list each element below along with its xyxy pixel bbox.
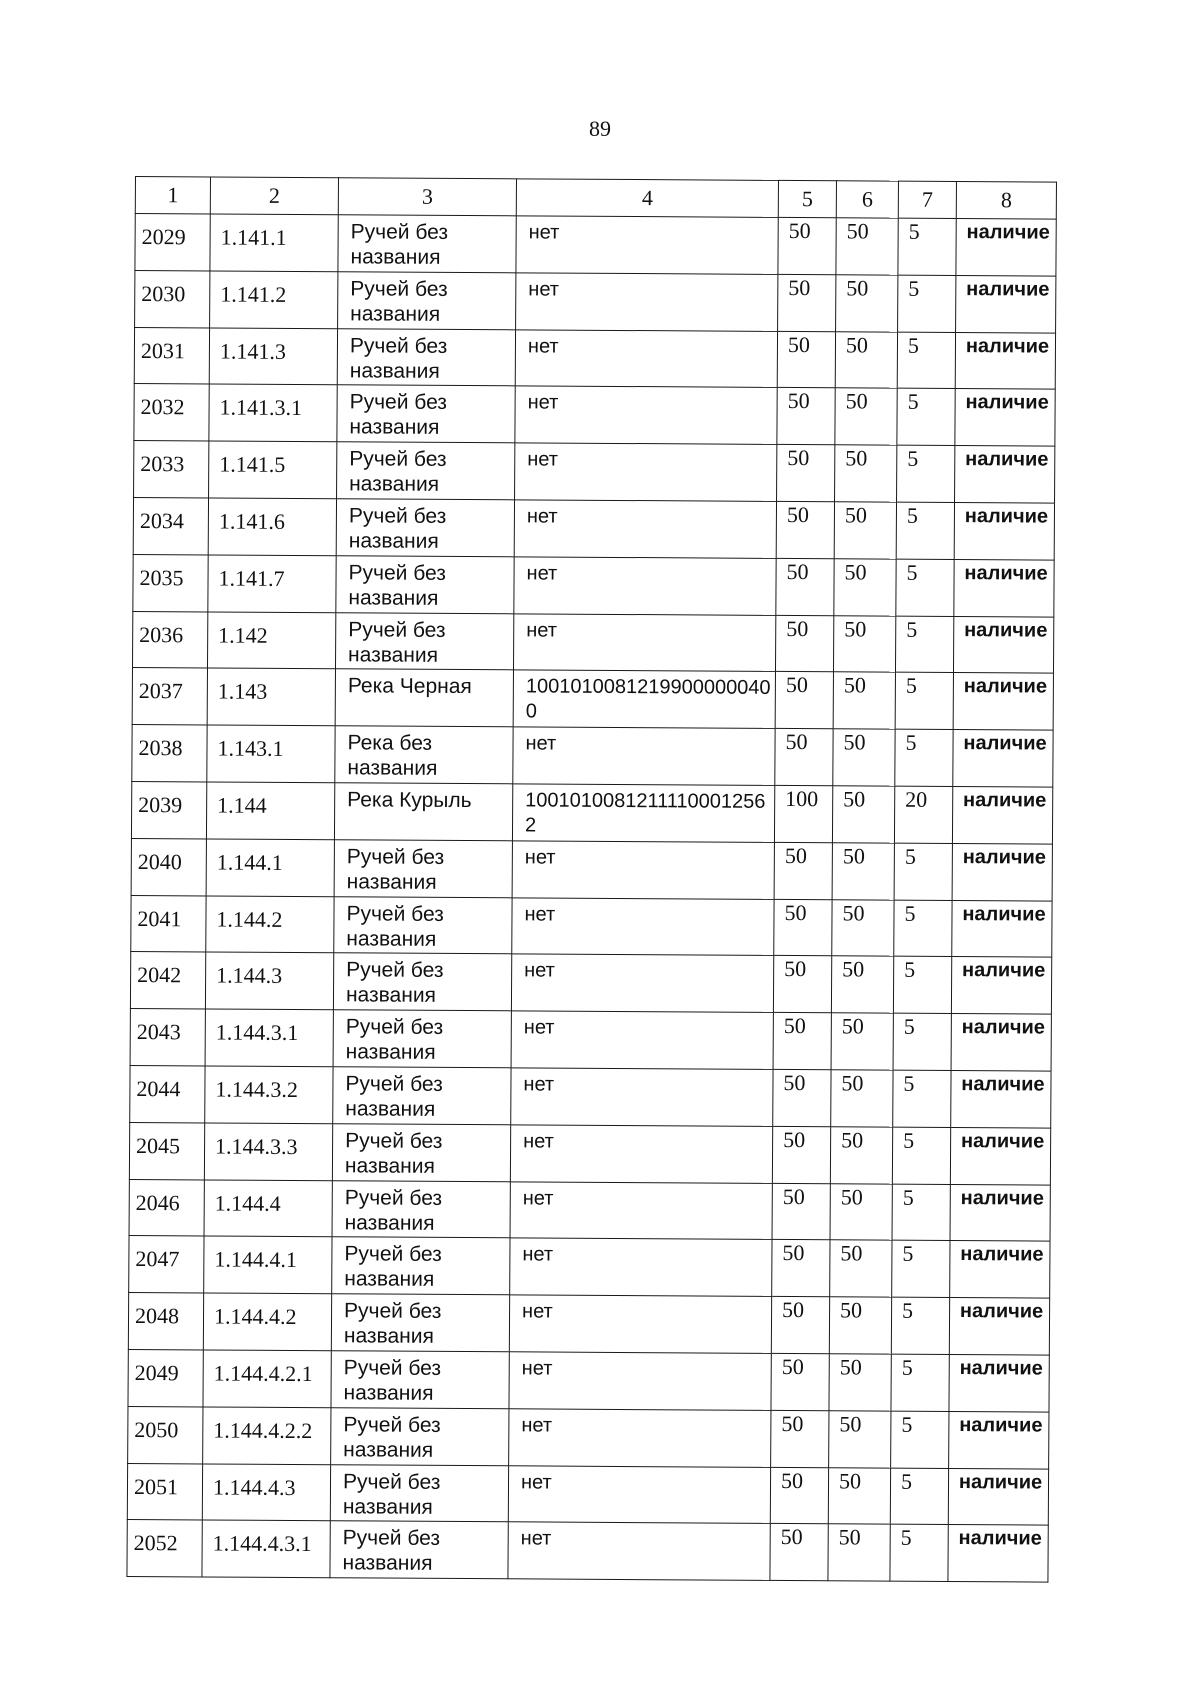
table-row (127, 1463, 1048, 1525)
code-cell: 1.144.4 (204, 1179, 332, 1237)
status-cell: наличие (949, 1298, 1049, 1355)
col6-cell: 50 (830, 1183, 892, 1240)
col6-cell: 50 (836, 275, 898, 332)
column-header: 6 (836, 181, 898, 218)
col5-cell: 50 (775, 729, 833, 786)
status-cell: наличие (950, 1241, 1050, 1298)
name-cell: Ручей без названия (336, 556, 514, 614)
table-header-row (135, 177, 1056, 220)
column-header: 8 (956, 182, 1056, 220)
name-cell: Ручей без названия (334, 839, 512, 897)
col6-cell: 50 (828, 1467, 890, 1524)
registry-code-cell: нет (513, 613, 775, 671)
table-row (127, 1520, 1048, 1582)
row-number-cell: 2046 (129, 1179, 204, 1236)
col5-cell: 50 (775, 672, 833, 729)
row-number-cell: 2044 (130, 1065, 205, 1122)
col7-cell: 5 (891, 1354, 949, 1411)
row-number-cell: 2030 (135, 270, 210, 327)
code-cell: 1.144.3.2 (205, 1066, 333, 1124)
row-number-cell: 2049 (128, 1349, 203, 1406)
col6-cell: 50 (829, 1297, 891, 1354)
col5-cell: 50 (771, 1410, 829, 1467)
col5-cell: 50 (775, 615, 833, 672)
code-cell: 1.144.4.2.1 (203, 1350, 331, 1408)
status-cell: наличие (955, 389, 1055, 446)
name-cell: Ручей без названия (334, 896, 512, 954)
name-cell: Ручей без названия (330, 1521, 508, 1579)
status-cell: наличие (949, 1354, 1049, 1411)
col6-cell: 50 (833, 729, 895, 786)
code-cell: 1.144.3.1 (205, 1009, 333, 1067)
code-cell: 1.141.3.1 (209, 384, 337, 442)
col6-cell: 50 (828, 1524, 890, 1581)
table-row (132, 668, 1053, 730)
col7-cell: 5 (898, 275, 956, 332)
page-number: 89 (589, 116, 611, 141)
status-cell: наличие (951, 1014, 1051, 1071)
status-cell: наличие (952, 786, 1052, 843)
row-number-cell: 2035 (133, 554, 208, 611)
col6-cell: 50 (835, 388, 897, 445)
status-cell: наличие (955, 446, 1055, 503)
registry-code-cell: нет (514, 500, 776, 558)
name-cell: Ручей без названия (330, 1464, 508, 1522)
column-header: 3 (338, 178, 516, 216)
name-cell: Ручей без названия (333, 1067, 511, 1125)
col5-cell: 50 (778, 274, 836, 331)
name-cell: Ручей без названия (333, 1010, 511, 1068)
col7-cell: 5 (893, 957, 951, 1014)
col7-cell: 5 (891, 1297, 949, 1354)
col7-cell: 5 (894, 843, 952, 900)
row-number-cell: 2038 (132, 725, 207, 782)
col6-cell: 50 (831, 1013, 893, 1070)
row-number-cell: 2034 (133, 497, 208, 554)
row-number-cell: 2050 (128, 1406, 203, 1463)
name-cell: Ручей без названия (337, 385, 515, 443)
col7-cell: 5 (897, 445, 955, 502)
row-number-cell: 2042 (130, 952, 205, 1009)
table-row (131, 781, 1052, 843)
table-row (135, 270, 1056, 332)
code-cell: 1.144 (206, 782, 334, 840)
table-row (132, 725, 1053, 787)
registry-code-cell: нет (508, 1465, 770, 1523)
col6-cell: 50 (835, 445, 897, 502)
col6-cell: 50 (835, 331, 897, 388)
name-cell: Ручей без названия (338, 272, 516, 330)
registry-code-cell: 10010100812111100012562 (512, 784, 774, 842)
status-cell: наличие (956, 219, 1056, 276)
name-cell: Ручей без названия (336, 499, 514, 557)
name-cell: Ручей без названия (332, 1237, 510, 1295)
col7-cell: 5 (892, 1184, 950, 1241)
code-cell: 1.144.3 (205, 952, 333, 1010)
registry-code-cell: нет (516, 216, 778, 274)
col6-cell: 50 (834, 502, 896, 559)
code-cell: 1.143 (207, 668, 335, 726)
col7-cell: 5 (895, 616, 953, 673)
name-cell: Ручей без названия (335, 612, 513, 670)
col5-cell: 100 (774, 785, 832, 842)
column-header: 2 (210, 177, 338, 215)
code-cell: 1.141.1 (210, 214, 338, 272)
row-number-cell: 2039 (131, 781, 206, 838)
code-cell: 1.142 (207, 612, 335, 670)
col5-cell: 50 (778, 217, 836, 274)
col6-cell: 50 (830, 1240, 892, 1297)
col7-cell: 20 (894, 786, 952, 843)
col5-cell: 50 (773, 1013, 831, 1070)
row-number-cell: 2051 (127, 1463, 202, 1520)
registry-code-cell: нет (510, 1238, 772, 1296)
col6-cell: 50 (836, 218, 898, 275)
name-cell: Ручей без названия (331, 1351, 509, 1409)
status-cell: наличие (948, 1468, 1048, 1525)
table-row (129, 1236, 1050, 1298)
name-cell: Река Курыль (334, 783, 512, 841)
column-header: 1 (135, 177, 210, 214)
col5-cell: 50 (776, 558, 834, 615)
table-row (131, 838, 1052, 900)
table-row (133, 554, 1054, 616)
col7-cell: 5 (897, 332, 955, 389)
col7-cell: 5 (896, 502, 954, 559)
registry-code-cell: нет (514, 557, 776, 615)
row-number-cell: 2037 (132, 668, 207, 725)
column-header: 5 (778, 180, 836, 217)
col7-cell: 5 (896, 559, 954, 616)
status-cell: наличие (951, 957, 1051, 1014)
code-cell: 1.141.6 (208, 498, 336, 556)
col7-cell: 5 (897, 389, 955, 446)
registry-code-cell: нет (508, 1522, 770, 1580)
status-cell: наличие (954, 502, 1054, 559)
status-cell: наличие (955, 332, 1055, 389)
registry-code-cell: нет (515, 386, 777, 444)
registry-code-cell: нет (509, 1295, 771, 1353)
water-objects-table (126, 176, 1057, 1583)
code-cell: 1.143.1 (207, 725, 335, 783)
col7-cell: 5 (890, 1524, 948, 1581)
registry-code-cell: нет (509, 1409, 771, 1467)
col5-cell: 50 (771, 1297, 829, 1354)
status-cell: наличие (952, 843, 1052, 900)
col5-cell: 50 (777, 388, 835, 445)
row-number-cell: 2029 (135, 214, 210, 271)
col7-cell: 5 (892, 1127, 950, 1184)
name-cell: Ручей без названия (337, 328, 515, 386)
table-row (135, 214, 1056, 276)
registry-code-cell: нет (511, 1011, 773, 1069)
name-cell: Ручей без названия (338, 215, 516, 273)
code-cell: 1.141.2 (210, 271, 338, 329)
name-cell: Река без названия (335, 726, 513, 784)
col5-cell: 50 (777, 445, 835, 502)
col5-cell: 50 (774, 842, 832, 899)
row-number-cell: 2052 (127, 1520, 202, 1577)
table-row (128, 1349, 1049, 1411)
table-row (128, 1406, 1049, 1468)
code-cell: 1.144.4.3 (202, 1463, 330, 1521)
table-row (131, 895, 1052, 957)
table-row (130, 1065, 1051, 1127)
status-cell: наличие (951, 1070, 1051, 1127)
col6-cell: 50 (829, 1410, 891, 1467)
col6-cell: 50 (834, 559, 896, 616)
table-row (129, 1179, 1050, 1241)
table-row (134, 441, 1055, 503)
col7-cell: 5 (893, 1013, 951, 1070)
col5-cell: 50 (774, 899, 832, 956)
col5-cell: 50 (773, 1069, 831, 1126)
code-cell: 1.144.4.2 (203, 1293, 331, 1351)
registry-code-cell: нет (513, 727, 775, 785)
status-cell: наличие (954, 559, 1054, 616)
row-number-cell: 2033 (134, 441, 209, 498)
table-body (127, 214, 1056, 1583)
registry-code-cell: нет (509, 1352, 771, 1410)
code-cell: 1.144.3.3 (204, 1123, 332, 1181)
registry-code-cell: нет (515, 443, 777, 501)
table-row (134, 327, 1055, 389)
registry-code-cell: нет (511, 1068, 773, 1126)
col5-cell: 50 (773, 956, 831, 1013)
table-row (130, 952, 1051, 1014)
row-number-cell: 2036 (132, 611, 207, 668)
col5-cell: 50 (777, 331, 835, 388)
col5-cell: 50 (772, 1183, 830, 1240)
row-number-cell: 2031 (134, 327, 209, 384)
status-cell: наличие (956, 275, 1056, 332)
status-cell: наличие (950, 1127, 1050, 1184)
col6-cell: 50 (832, 786, 894, 843)
col5-cell: 50 (772, 1240, 830, 1297)
row-number-cell: 2047 (129, 1236, 204, 1293)
table-row (133, 497, 1054, 559)
col7-cell: 5 (894, 900, 952, 957)
column-header: 7 (898, 181, 956, 218)
registry-code-cell: нет (516, 273, 778, 331)
name-cell: Ручей без названия (332, 1123, 510, 1181)
col6-cell: 50 (831, 1070, 893, 1127)
registry-code-cell: нет (510, 1125, 772, 1183)
table-row (129, 1122, 1050, 1184)
row-number-cell: 2043 (130, 1009, 205, 1066)
table-row (132, 611, 1053, 673)
table-row (134, 384, 1055, 446)
code-cell: 1.144.1 (206, 839, 334, 897)
col6-cell: 50 (830, 1127, 892, 1184)
code-cell: 1.141.5 (209, 441, 337, 499)
status-cell: наличие (953, 616, 1053, 673)
col6-cell: 50 (831, 956, 893, 1013)
code-cell: 1.144.4.3.1 (202, 1520, 330, 1578)
status-cell: наличие (953, 673, 1053, 730)
row-number-cell: 2045 (129, 1122, 204, 1179)
registry-code-cell: нет (512, 841, 774, 899)
col7-cell: 5 (892, 1240, 950, 1297)
registry-code-cell: нет (510, 1181, 772, 1239)
status-cell: наличие (950, 1184, 1050, 1241)
col6-cell: 50 (832, 843, 894, 900)
col5-cell: 50 (771, 1353, 829, 1410)
status-cell: наличие (949, 1411, 1049, 1468)
name-cell: Ручей без названия (331, 1407, 509, 1465)
name-cell: Ручей без названия (333, 953, 511, 1011)
col6-cell: 50 (833, 672, 895, 729)
row-number-cell: 2040 (131, 838, 206, 895)
table-row (130, 1009, 1051, 1071)
name-cell: Ручей без названия (331, 1294, 509, 1352)
row-number-cell: 2048 (128, 1293, 203, 1350)
col6-cell: 50 (832, 899, 894, 956)
name-cell: Ручей без названия (332, 1180, 510, 1238)
col7-cell: 5 (895, 729, 953, 786)
status-cell: наличие (948, 1525, 1048, 1582)
column-header: 4 (516, 179, 778, 218)
name-cell: Ручей без названия (337, 442, 515, 500)
col5-cell: 50 (776, 501, 834, 558)
registry-code-cell: нет (511, 954, 773, 1012)
col5-cell: 50 (770, 1524, 828, 1581)
code-cell: 1.141.7 (208, 555, 336, 613)
status-cell: наличие (953, 730, 1053, 787)
name-cell: Река Черная (335, 669, 513, 727)
row-number-cell: 2032 (134, 384, 209, 441)
col7-cell: 5 (898, 218, 956, 275)
code-cell: 1.144.2 (206, 896, 334, 954)
col7-cell: 5 (893, 1070, 951, 1127)
col6-cell: 50 (833, 615, 895, 672)
status-cell: наличие (952, 900, 1052, 957)
registry-code-cell: нет (512, 897, 774, 955)
col7-cell: 5 (895, 673, 953, 730)
col7-cell: 5 (891, 1411, 949, 1468)
code-cell: 1.141.3 (209, 328, 337, 386)
col5-cell: 50 (772, 1126, 830, 1183)
code-cell: 1.144.4.2.2 (203, 1407, 331, 1465)
registry-code-cell: нет (515, 329, 777, 387)
table-row (128, 1293, 1049, 1355)
row-number-cell: 2041 (131, 895, 206, 952)
col5-cell: 50 (770, 1467, 828, 1524)
col7-cell: 5 (890, 1468, 948, 1525)
code-cell: 1.144.4.1 (204, 1236, 332, 1294)
col6-cell: 50 (829, 1354, 891, 1411)
registry-code-cell: 10010100812199000000400 (513, 670, 775, 728)
